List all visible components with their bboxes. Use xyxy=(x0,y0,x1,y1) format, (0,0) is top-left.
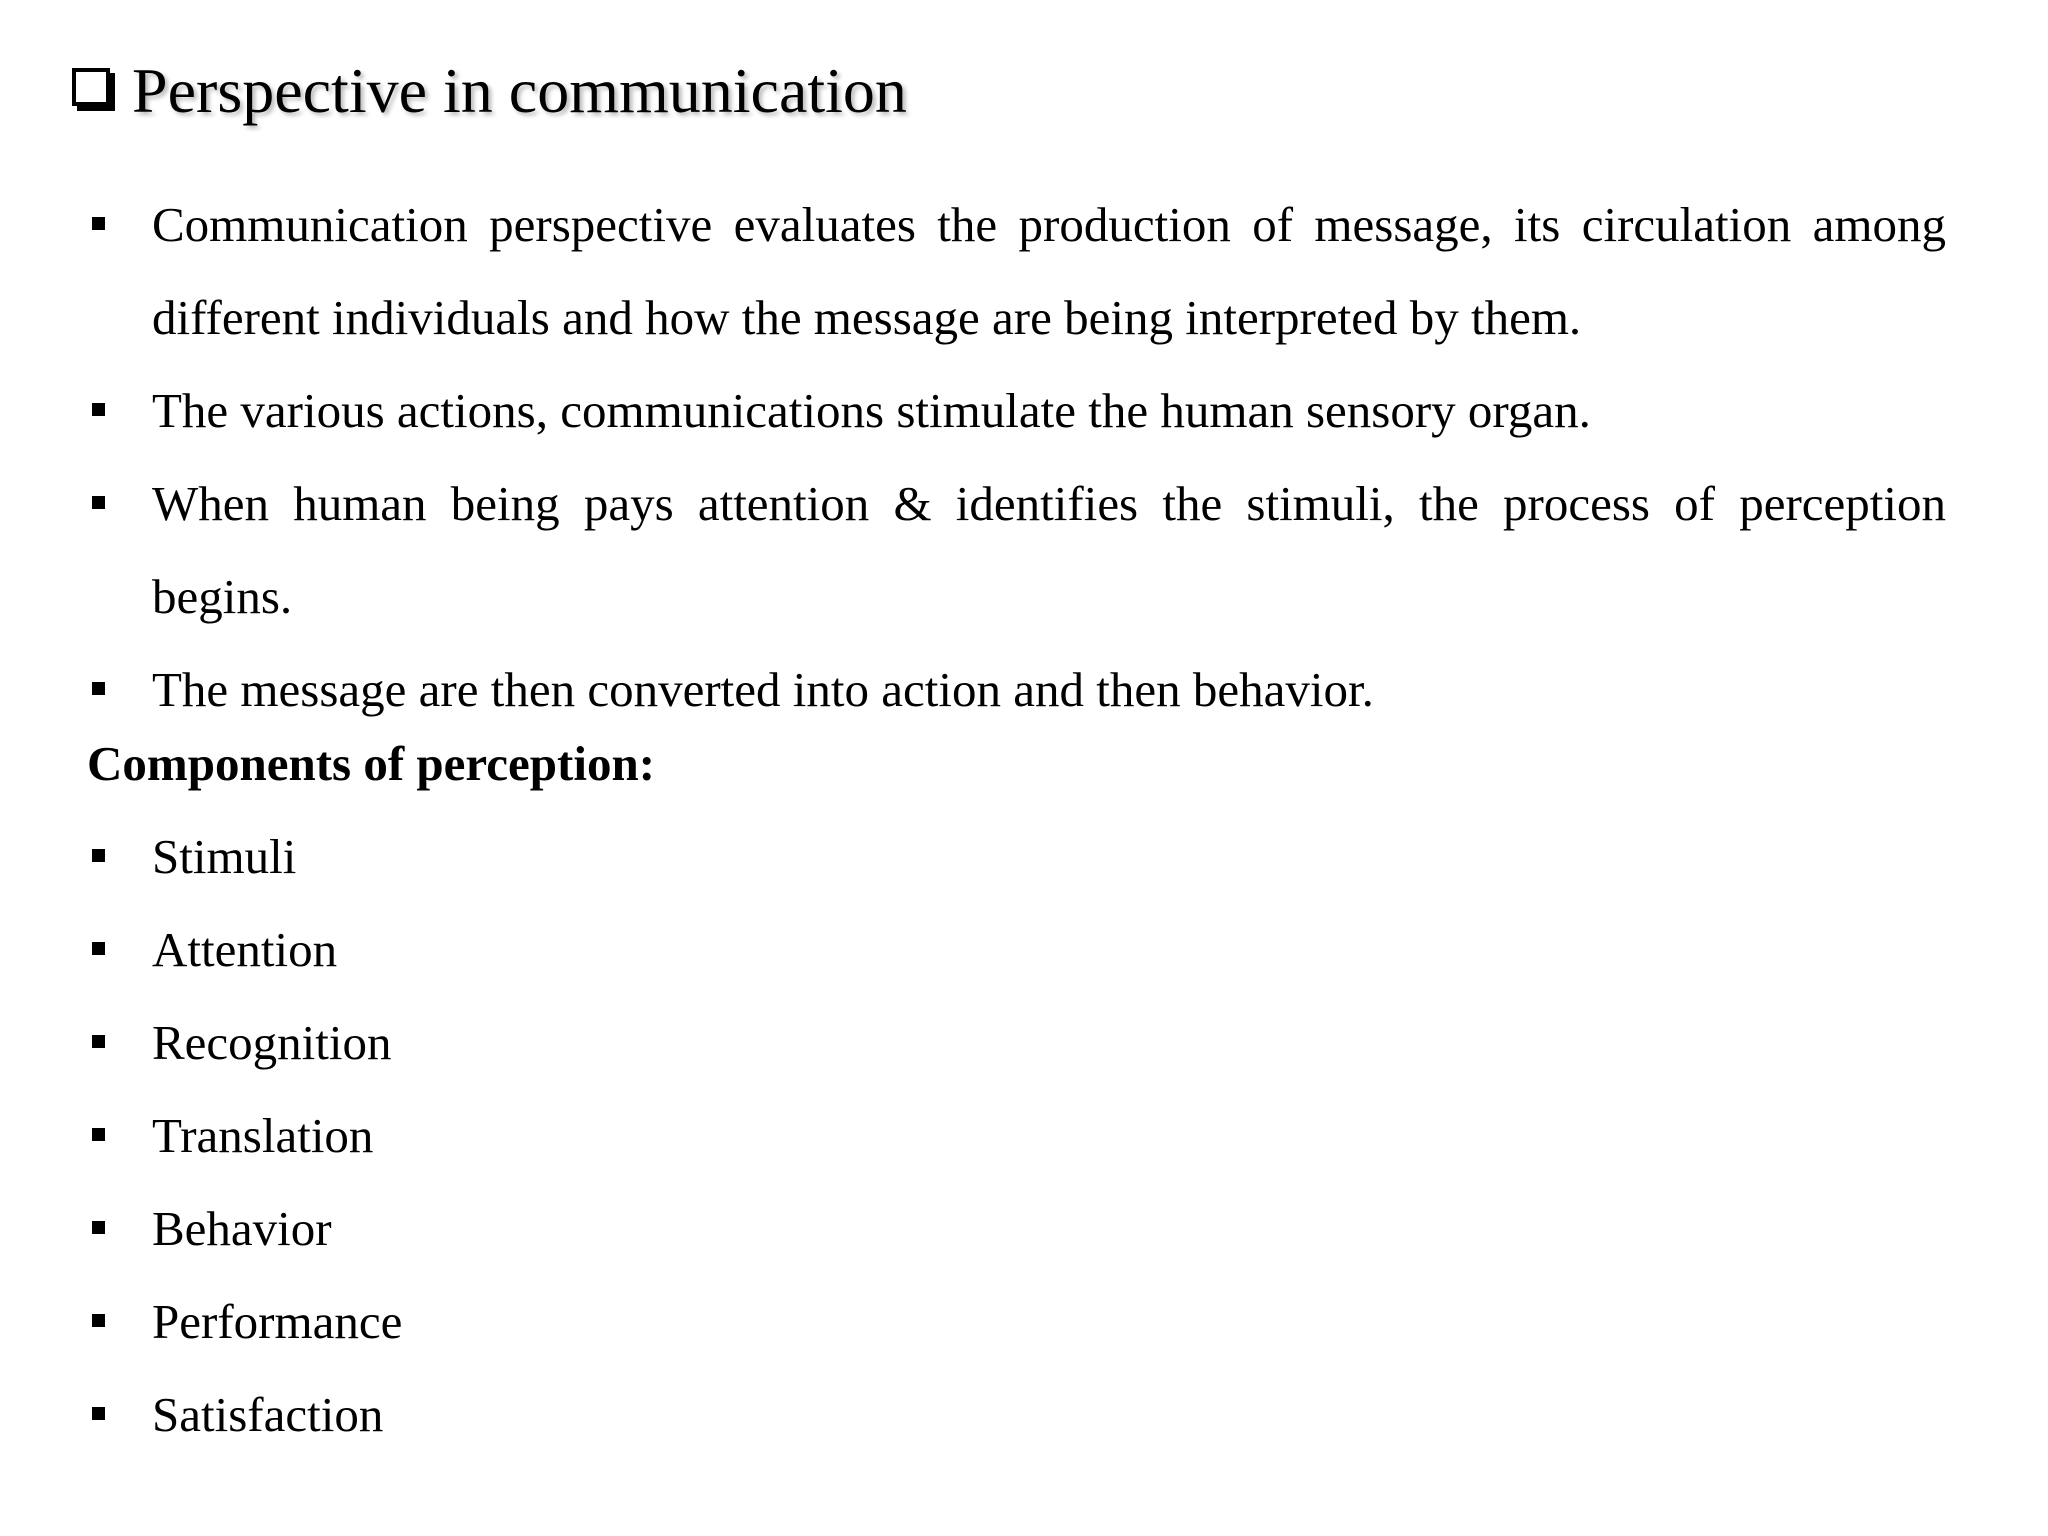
bullet-text: Communication perspective evaluates the production of message, its circulation among different individuals and how the message are being interpreted by them. xyxy=(152,197,1946,345)
list-item xyxy=(92,364,1952,457)
list-item xyxy=(92,810,1152,903)
component-label: Behavior xyxy=(152,1201,332,1256)
bullet-text: The message are then converted into action and then behavior. xyxy=(152,662,1374,717)
square-bullet-icon xyxy=(92,1128,105,1141)
component-label: Recognition xyxy=(152,1015,392,1070)
list-item xyxy=(92,1089,1152,1182)
square-bullet-icon xyxy=(92,849,105,862)
list-item xyxy=(92,457,1952,643)
square-bullet-icon xyxy=(92,403,105,416)
component-label: Performance xyxy=(152,1294,403,1349)
components-heading: Components of perception: xyxy=(87,736,656,791)
square-bullet-icon xyxy=(92,942,105,955)
component-label: Translation xyxy=(152,1108,374,1163)
square-bullet-icon xyxy=(92,1314,105,1327)
component-label: Stimuli xyxy=(152,829,297,884)
list-item xyxy=(92,903,1152,996)
slide-title xyxy=(72,46,907,136)
list-item xyxy=(92,1368,1152,1461)
square-bullet-icon xyxy=(92,1221,105,1234)
list-item xyxy=(92,643,1952,736)
list-item xyxy=(92,178,1952,364)
component-label: Satisfaction xyxy=(152,1387,384,1442)
square-bullet-icon xyxy=(92,1035,105,1048)
square-bullet-icon xyxy=(92,1407,105,1420)
square-bullet-icon xyxy=(92,496,105,509)
checkbox-square-icon xyxy=(72,68,110,106)
square-bullet-icon xyxy=(92,217,105,230)
list-item xyxy=(92,996,1152,1089)
component-label: Attention xyxy=(152,922,338,977)
list-item xyxy=(92,1182,1152,1275)
bullet-text: When human being pays attention & identifies the stimuli, the process of perception begins. xyxy=(152,476,1946,624)
list-item xyxy=(92,1275,1152,1368)
square-bullet-icon xyxy=(92,682,105,695)
bullet-text: The various actions, communications stimulate the human sensory organ. xyxy=(152,383,1591,438)
title-text: Perspective in communication xyxy=(132,55,907,126)
